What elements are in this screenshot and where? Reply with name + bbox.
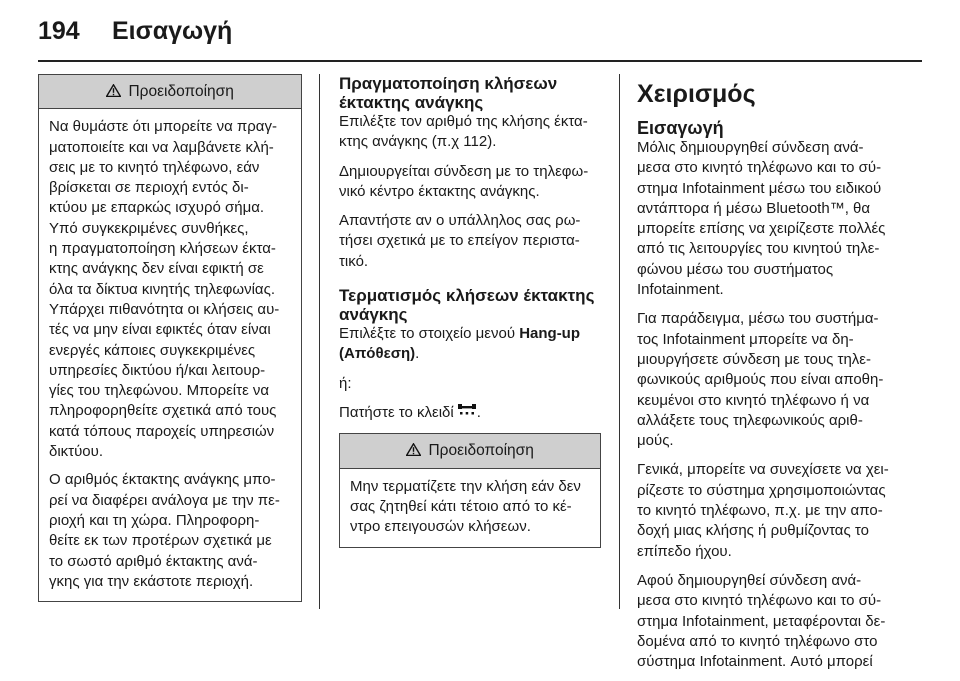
paragraph: Απαντήστε αν ο υπάλληλος σας ρω- τήσει σχετικά με το επείγον περιστα- τικό. [339, 212, 581, 270]
page-title: Εισαγωγή [112, 17, 233, 45]
paragraph: ή: [339, 374, 352, 392]
paragraph: Για παράδειγμα, μέσω του συστήμα- τος Infotainment μπορείτε να δη- μιουργήσετε σύνδεση με τους τηλε- φωνικούς αριθμούς που είναι αποθη- κευμένοι στο κινητό τηλέφωνο ή να αλλάξετε τους τηλεφωνικούς αριθ- μούς. [637, 310, 884, 450]
column-2 [339, 74, 601, 548]
warning-title: Προειδοποίηση [128, 83, 234, 100]
warning-box [339, 433, 601, 547]
warning-box [38, 74, 302, 602]
column-divider [319, 74, 320, 609]
paragraph-text: Πατήστε το κλειδί [339, 404, 454, 422]
hang-up-key-icon [457, 403, 477, 423]
paragraph-text: . [476, 404, 481, 422]
warning-paragraph: Να θυμάστε ότι μπορείτε να πραγ- ματοποιείτε και να λαμβάνετε κλή- σεις με το κινητό τηλέφωνο, εάν βρίσκεται σε περιοχή εντός δι- κτύου με επαρκώς ισχυρό σήμα. Υπό συγκεκριμένες συνθήκες, η πραγματοποίηση κλήσεων έκτα- κτης ανάγκης δεν είναι εφικτή σε όλα τα δίκτυα κινητής τηλεφωνίας. Υπάρχει πιθανότητα οι κλήσεις αυ- τές να μην είναι εφικτές όταν είναι ενεργές κάποιες συγκεκριμένες υπηρεσίες δικτύου ή/και λειτουρ- γίες του τηλεφώνου. Μπορείτε να πληροφορηθείτε σχετικά από τους κατά τόπους παροχείς υπηρεσιών δικτύου. [49, 118, 280, 461]
column-1 [38, 74, 302, 602]
warning-body [340, 469, 600, 547]
warning-paragraph: Ο αριθμός έκτακτης ανάγκης μπο- ρεί να διαφέρει ανάλογα με την πε- ριοχή και τη χώρα. Πληροφορη- θείτε εκ των προτέρων σχετικά με το σωστό αριθμό έκτακτης ανά- γκης για την εκάστοτε περιοχή. [49, 471, 280, 590]
warning-header [39, 75, 301, 109]
paragraph-text: Επιλέξτε το στοιχείο μενού [339, 325, 520, 343]
page-header [0, 0, 960, 64]
paragraph [339, 403, 601, 423]
page-number: 194 [38, 17, 80, 45]
paragraph: Αφού δημιουργηθεί σύνδεση ανά- μεσα στο κινητό τηλέφωνο και το σύ- στημα Infotainment, μεταφέρονται δε- δομένα από το κινητό τηλέφωνο στο σύστημα Infotainment. Αυτό μπορεί [637, 571, 886, 671]
column-3 [637, 74, 927, 681]
column-divider [619, 74, 620, 609]
section-subtitle: Εισαγωγή [637, 118, 724, 138]
paragraph: Δημιουργείται σύνδεση με το τηλεφω- νικό κέντρο έκτακτης ανάγκης. [339, 162, 589, 200]
warning-body [39, 109, 301, 601]
section-heading: Τερματισμός κλήσεων έκτακτης ανάγκης [339, 286, 595, 325]
warning-triangle-icon [406, 442, 425, 459]
section-heading: Πραγματοποίηση κλήσεων έκτακτης ανάγκης [339, 74, 558, 112]
paragraph [339, 324, 601, 365]
warning-title: Προειδοποίηση [428, 442, 534, 460]
header-rule [38, 60, 922, 62]
paragraph-text: . [415, 345, 420, 363]
warning-paragraph: Μην τερματίζετε την κλήση εάν δεν σας ζητηθεί κάτι τέτοιο από το κέ- ντρο επειγουσών κλήσεων. [350, 477, 581, 536]
menu-item-name: Hang-up (Απόθεση) [339, 325, 581, 363]
paragraph: Γενικά, μπορείτε να συνεχίσετε να χει- ρίζεστε το σύστημα χρησιμοποιώντας το κινητό τηλέφωνο, π.χ. με την απο- δοχή μιας κλήσης ή ρυθμίζοντας το επίπεδο ήχου. [637, 461, 889, 560]
warning-triangle-icon [106, 83, 125, 100]
warning-header [340, 434, 600, 468]
chapter-title: Χειρισμός [637, 80, 756, 108]
paragraph: Επιλέξτε τον αριθμό της κλήσης έκτα- κτης ανάγκης (π.χ 112). [339, 113, 588, 151]
paragraph: Μόλις δημιουργηθεί σύνδεση ανά- μεσα στο κινητό τηλέφωνο και το σύ- στημα Infotainment μέσω του ειδικού αντάπτορα ή μέσω Bluetooth™, θα μπορείτε επίσης να χειρίζεστε πολλές από τις λειτουργίες του κινητού τηλε- φώνου μέσω του συστήματος Infotainment. [637, 139, 886, 299]
